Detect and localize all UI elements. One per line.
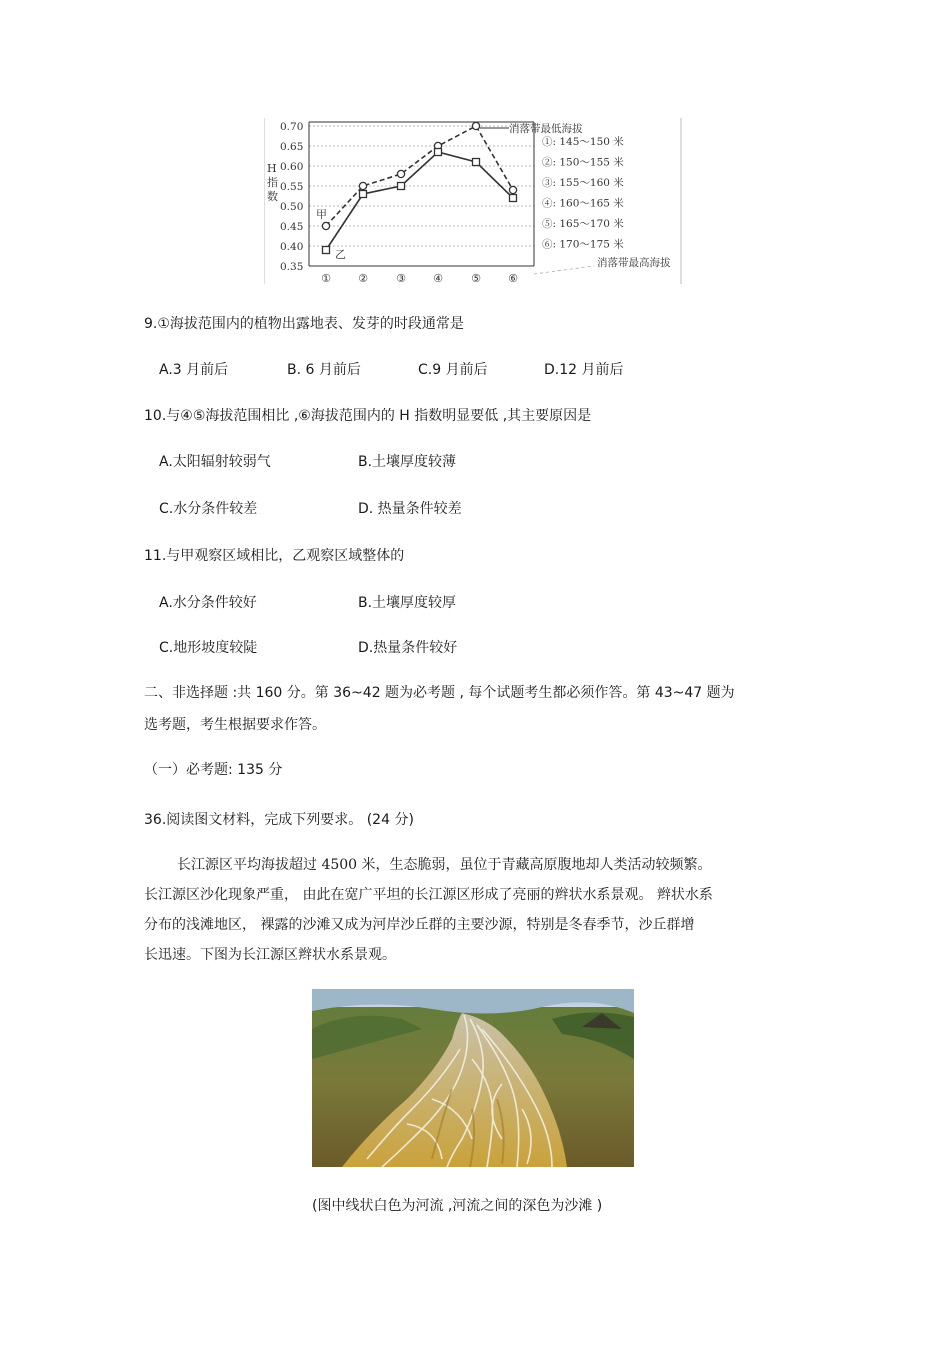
data-point-square bbox=[360, 191, 367, 198]
part2-intro-line1: 二、非选择题 :共 160 分。第 36~42 题为必考题 , 每个试题考生都必须作答。第 43~47 题为 bbox=[144, 685, 735, 701]
x-tick-label: ④ bbox=[433, 272, 443, 285]
q11-option-a[interactable]: A.水分条件较好 bbox=[159, 595, 257, 611]
legend-item: ⑤: 165～170 米 bbox=[542, 218, 624, 230]
q9-option-d[interactable]: D.12 月前后 bbox=[544, 362, 624, 378]
data-point-square bbox=[323, 247, 330, 254]
q10-option-c[interactable]: C.水分条件较差 bbox=[159, 501, 258, 517]
data-point-square bbox=[510, 195, 517, 202]
q11-stem: 11.与甲观察区域相比，乙观察区域整体的 bbox=[144, 548, 405, 564]
y-axis-label-char: 指 bbox=[267, 176, 278, 189]
y-tick-label: 0.45 bbox=[280, 221, 304, 233]
legend-top-label: 消落带最低海拔 bbox=[509, 123, 583, 135]
legend-item: ①: 145～150 米 bbox=[542, 136, 624, 148]
q11-option-c[interactable]: C.地形坡度较陡 bbox=[159, 640, 258, 656]
x-tick-label: ⑥ bbox=[508, 272, 518, 285]
x-tick-label: ② bbox=[358, 272, 368, 285]
y-tick-label: 0.60 bbox=[280, 161, 304, 173]
h-index-chart bbox=[264, 116, 682, 286]
q10-option-b[interactable]: B.土壤厚度较薄 bbox=[358, 454, 457, 470]
q36-stem: 36.阅读图文材料，完成下列要求。 (24 分) bbox=[144, 812, 414, 828]
data-point-circle bbox=[322, 222, 329, 229]
q9-option-c[interactable]: C.9 月前后 bbox=[418, 362, 488, 378]
data-point-square bbox=[398, 183, 405, 190]
data-point-square bbox=[435, 149, 442, 156]
x-tick-label: ③ bbox=[396, 272, 406, 285]
legend-item: ②: 150～155 米 bbox=[542, 156, 624, 169]
q11-option-b[interactable]: B.土壤厚度较厚 bbox=[358, 595, 457, 611]
q36-paragraph-line2: 长江源区沙化现象严重， 由此在宽广平坦的长江源区形成了亮丽的辫状水系景观。 辫状水系 bbox=[144, 887, 713, 903]
q11-option-d[interactable]: D.热量条件较好 bbox=[358, 640, 458, 656]
q9-option-b[interactable]: B. 6 月前后 bbox=[287, 362, 361, 378]
y-tick-label: 0.35 bbox=[280, 261, 304, 273]
series-label-jia: 甲 bbox=[316, 208, 327, 221]
legend-item: ④: 160～165 米 bbox=[542, 197, 624, 210]
braided-river-illustration bbox=[312, 989, 634, 1167]
data-point-circle bbox=[509, 186, 516, 193]
data-point-circle bbox=[472, 122, 479, 129]
required-section-heading: （一）必考题: 135 分 bbox=[144, 762, 283, 778]
q10-option-a[interactable]: A.太阳辐射较弱气 bbox=[159, 454, 271, 470]
y-axis-label bbox=[267, 162, 278, 203]
legend-bottom-label: 消落带最高海拔 bbox=[597, 257, 671, 269]
x-tick-label: ⑤ bbox=[471, 272, 481, 285]
braided-river-photo bbox=[312, 989, 634, 1167]
legend-item: ⑥: 170～175 米 bbox=[542, 238, 624, 251]
y-tick-label: 0.50 bbox=[280, 201, 304, 213]
x-tick-label: ① bbox=[321, 272, 331, 285]
q10-option-d[interactable]: D. 热量条件较差 bbox=[358, 501, 462, 517]
y-tick-label: 0.55 bbox=[280, 181, 304, 193]
data-point-circle bbox=[397, 170, 404, 177]
series-label-yi: 乙 bbox=[335, 248, 346, 261]
q36-paragraph-line4: 长迅速。下图为长江源区辫状水系景观。 bbox=[144, 947, 396, 963]
part2-intro-line2: 选考题，考生根据要求作答。 bbox=[144, 717, 326, 733]
chart-svg bbox=[264, 116, 682, 286]
q9-option-a[interactable]: A.3 月前后 bbox=[159, 362, 229, 378]
legend-item: ③: 155～160 米 bbox=[542, 177, 624, 189]
q10-stem: 10.与④⑤海拔范围相比 ,⑥海拔范围内的 H 指数明显要低 ,其主要原因是 bbox=[144, 408, 592, 424]
photo-caption: (图中线状白色为河流 ,河流之间的深色为沙滩 ) bbox=[312, 1198, 603, 1214]
q36-paragraph-line3: 分布的浅滩地区， 裸露的沙滩又成为河岸沙丘群的主要沙源，特别是冬春季节，沙丘群增 bbox=[144, 917, 695, 933]
y-tick-label: 0.65 bbox=[280, 141, 304, 153]
y-tick-label: 0.70 bbox=[280, 121, 304, 133]
y-tick-label: 0.40 bbox=[280, 241, 304, 253]
q9-stem: 9.①海拔范围内的植物出露地表、发芽的时段通常是 bbox=[144, 316, 464, 332]
y-axis-label-char: 数 bbox=[267, 190, 278, 203]
legend-leader-bottom bbox=[534, 266, 594, 274]
data-point-square bbox=[473, 159, 480, 166]
series-line bbox=[326, 126, 513, 226]
data-point-circle bbox=[359, 182, 366, 189]
q36-paragraph-line1: 长江源区平均海拔超过 4500 米，生态脆弱，虽位于青藏高原腹地却人类活动较频繁。 bbox=[177, 857, 712, 873]
series-line bbox=[326, 152, 513, 250]
y-axis-label-char: H bbox=[267, 162, 277, 175]
